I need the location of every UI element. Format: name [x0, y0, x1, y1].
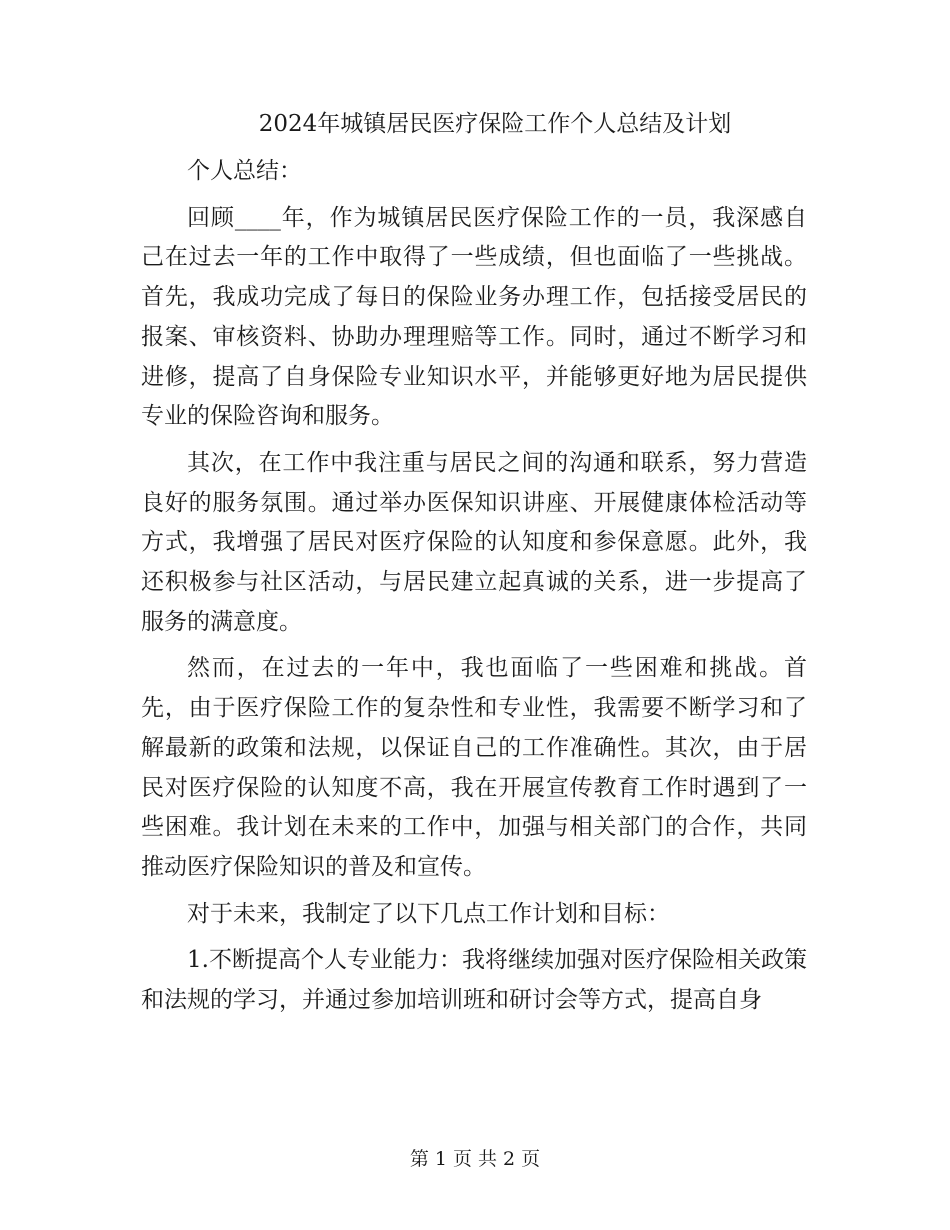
- paragraph: 其次，在工作中我注重与居民之间的沟通和联系，努力营造良好的服务氛围。通过举办医保知识讲座、开展健康体检活动等方式，我增强了居民对医疗保险的认知度和参保意愿。此外，我还积极参与社区活动，与居民建立起真诚的关系，进一步提高了服务的满意度。: [141, 449, 807, 635]
- paragraph: 回顾____年，作为城镇居民医疗保险工作的一员，我深感自己在过去一年的工作中取得了一些成绩，但也面临了一些挑战。首先，我成功完成了每日的保险业务办理工作，包括接受居民的报案、审核资料、协助办理理赔等工作。同时，通过不断学习和进修，提高了自身保险专业知识水平，并能够更好地为居民提供专业的保险咨询和服务。: [141, 204, 807, 430]
- document-body: [141, 152, 807, 1028]
- document-title: 2024年城镇居民医疗保险工作个人总结及计划: [258, 111, 732, 137]
- paragraph: 然而，在过去的一年中，我也面临了一些困难和挑战。首先，由于医疗保险工作的复杂性和专业性，我需要不断学习和了解最新的政策和法规，以保证自己的工作准确性。其次，由于居民对医疗保险的认知度不高，我在开展宣传教育工作时遇到了一些困难。我计划在未来的工作中，加强与相关部门的合作，共同推动医疗保险知识的普及和宣传。: [141, 655, 807, 880]
- section-heading: 个人总结：: [187, 158, 302, 184]
- page-number: 第 1 页 共 2 页: [409, 1148, 541, 1170]
- paragraph: 对于未来，我制定了以下几点工作计划和目标：: [187, 900, 670, 927]
- list-item: 1.不断提高个人专业能力：我将继续加强对医疗保险相关政策和法规的学习，并通过参加培训班和研讨会等方式，提高自身: [141, 947, 807, 1014]
